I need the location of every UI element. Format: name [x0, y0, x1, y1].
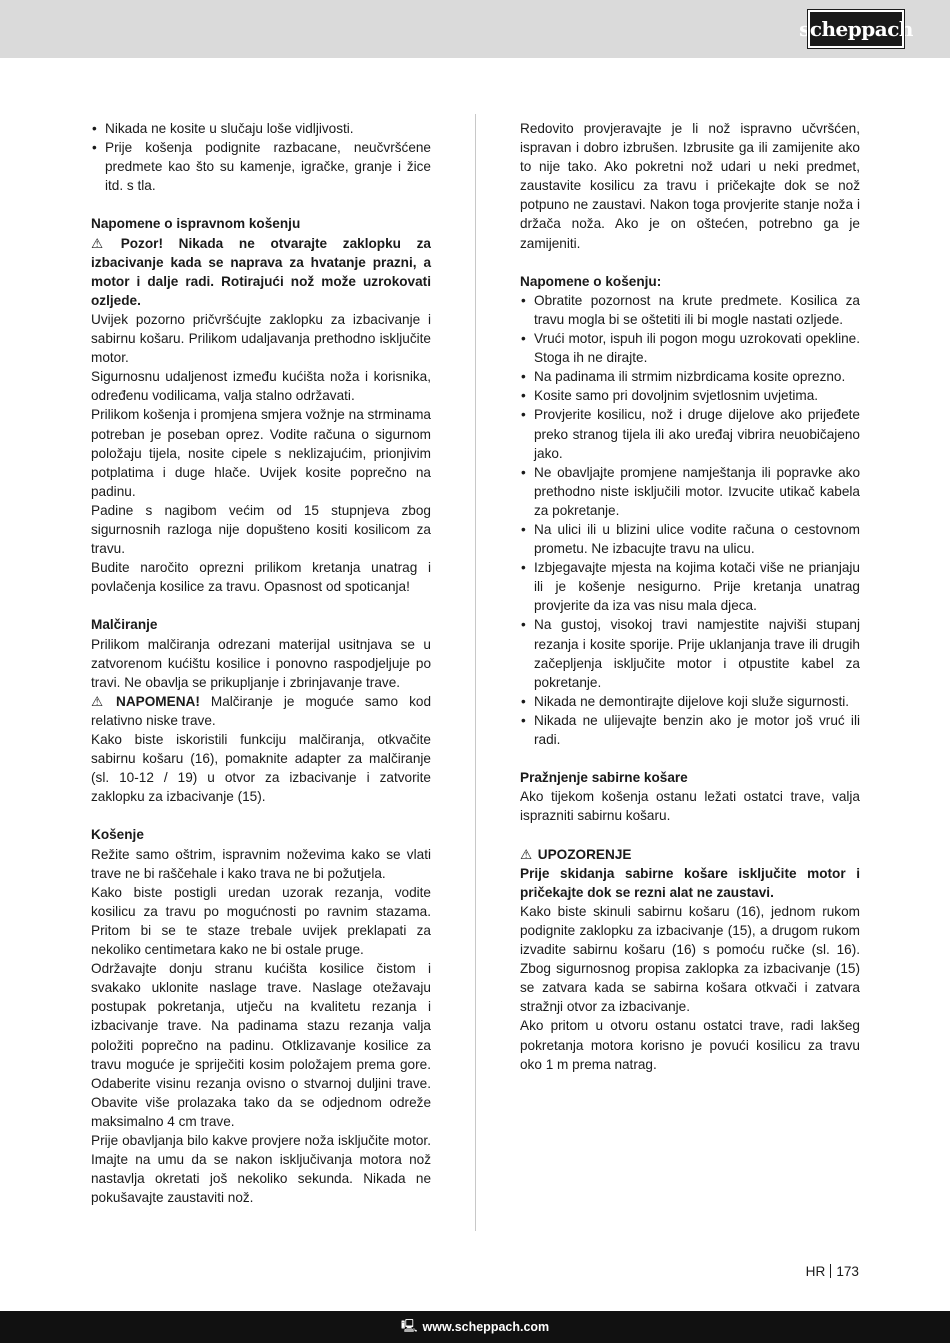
list-item: • Vrući motor, ispuh ili pogon mogu uzrokovati opekline. Stoga ih ne dirajte. — [520, 329, 860, 367]
warning-paragraph — [91, 234, 431, 310]
intro-bullet-list — [91, 119, 431, 195]
paragraph: Režite samo oštrim, ispravnim noževima kako se vlati trave ne bi raščehale i kako trava ne bi požutjela. — [91, 846, 431, 881]
warning-title: UPOZORENJE — [537, 846, 632, 862]
paragraph: Sigurnosnu udaljenost između kućišta noža i korisnika, određenu vodilicama, valja stalno održavati. — [91, 369, 431, 404]
page-separator — [830, 1264, 831, 1278]
paragraph: Padine s nagibom većim od 15 stupnjeva zbog sigurnosnih razloga nije dopušteno kositi kosilicom za travu. — [91, 502, 431, 557]
right-column — [520, 119, 860, 1074]
paragraph: Ako tijekom košenja ostanu ležati ostatci trave, valja isprazniti sabirnu košaru. — [520, 789, 860, 824]
paragraph: Ako pritom u otvoru ostanu ostatci trave, radi lakšeg pokretanja motora korisno je povući kosilicu za travu oko 1 m prema natrag. — [520, 1018, 860, 1072]
computer-icon: 🖳 — [400, 1318, 418, 1333]
section-heading: Košenje — [91, 827, 144, 843]
list-item: • Provjerite kosilicu, nož i druge dijelove ako prijeđete preko stranog tijela ili ako uređaj vibrira neuobičajeno jako. — [520, 405, 860, 462]
list-item: • Nikada ne kosite u slučaju loše vidljivosti. — [91, 119, 431, 138]
paragraph: Uvijek pozorno pričvršćujte zaklopku za izbacivanje i sabirnu košaru. Prilikom udaljavanja prethodno isključite motor. — [91, 311, 431, 366]
note-text: Malčiranje je moguće samo kod relativno niske trave. — [91, 693, 432, 728]
list-item: • Nikada ne ulijevajte benzin ako je motor još vruć ili radi. — [520, 711, 860, 749]
warning-icon: ⚠ — [520, 846, 533, 862]
paragraph: Prilikom košenja i promjena smjera vožnje na strminama potreban je poseban oprez. Vodite računa o sigurnom položaju tijela, nosite cipele s neklizajućim, prionjivim potplatima i duge hlače. Uvijek kosite poprečno na padinu. — [91, 407, 431, 499]
list-item: • Izbjegavajte mjesta na kojima kotači više ne prianjaju ili je košenje nesigurno. Prije kretanja unatrag provjerite da iza vas nisu mala djeca. — [520, 558, 860, 615]
warning-icon: ⚠ — [91, 693, 104, 709]
list-item: • Na padinama ili strmim nizbrdicama kosite oprezno. — [520, 367, 860, 386]
list-item: • Obratite pozornost na krute predmete. Kosilica za travu mogla bi se oštetiti ili bi mogle nastati ozljede. — [520, 291, 860, 329]
brand-logo: scheppach — [808, 10, 904, 48]
paragraph: Prilikom malčiranja odrezani materijal usitnjava se u zatvorenom kućištu kosilice i ponovno raspodjeljuje po travi. Ne obavlja se prikupljanje i zbrinjavanje trave. — [91, 636, 431, 690]
footer-bar — [0, 1311, 950, 1343]
left-column — [91, 119, 431, 1207]
language-code: HR — [805, 1264, 826, 1279]
warning-text: Pozor! Nikada ne otvarajte zaklopku za izbacivanje kada se naprava za hvatanje prazni, a motor i dalje radi. Rotirajući nož može uzrokovati ozljede. — [91, 235, 431, 308]
note-paragraph — [91, 692, 431, 730]
page-number-value: 173 — [836, 1264, 859, 1279]
paragraph: Redovito provjeravajte je li nož ispravno učvršćen, ispravan i dobro izbrušen. Izbrusite ga ili zamijenite ako to nije tako. Ako pokretni nož udari u neki predmet, zaustavite kosilicu za travu i pričekajte dok se nož potpuno ne zaustavi. Nakon toga provjerite stanje noža i držača noža. Ako je on oštećen, potrebno ga je zamijeniti. — [520, 121, 860, 251]
list-item: • Na ulici ili u blizini ulice vodite računa o cestovnom prometu. Ne izbacujte travu na ulicu. — [520, 520, 860, 558]
paragraph: Budite naročito oprezni prilikom kretanja unatrag i povlačenja kosilice za travu. Opasnost od spoticanja! — [91, 560, 431, 595]
list-item: • Na gustoj, visokoj travi namjestite najviši stupanj rezanja i kosite sporije. Prije uklanjanja trave ili drugih začepljenja isključite motor i otpustite kabel za pokretanje. — [520, 615, 860, 691]
paragraph: Kako biste skinuli sabirnu košaru (16), jednom rukom podignite zaklopku za izbacivanje (15), a drugom rukom izvadite sabirnu košaru (16) s pomoću ručke (sl. 16). Zbog sigurnosnog propisa zaklopka za izbacivanje (15) se zatvara kada se sabirna košara otkvači i zatvara stražnji otvor za izbacivanje. — [520, 903, 860, 1015]
section-heading: Malčiranje — [91, 617, 158, 633]
website-link[interactable]: www.scheppach.com — [422, 1320, 550, 1334]
column-divider — [475, 114, 476, 1231]
section-heading: Napomene o ispravnom košenju — [91, 216, 301, 232]
warning-heading — [520, 845, 860, 864]
note-label: NAPOMENA! — [116, 693, 200, 709]
section-heading: Pražnjenje sabirne košare — [520, 770, 688, 786]
paragraph: Kako biste postigli uredan uzorak rezanja, vodite kosilicu za travu po mogućnosti po ravnim stazama. Pritom bi se te staze trebale uvijek preklapati za nekoliko centimetara kako ne bi ostale pruge. — [91, 884, 431, 958]
page-number — [806, 1264, 859, 1279]
paragraph: Prije obavljanja bilo kakve provjere noža isključite motor. Imajte na umu da se nakon isključivanja motora nož nastavlja okretati još nekoliko sekunda. Nikada ne pokušavajte zaustaviti nož. — [91, 1132, 431, 1206]
paragraph: Održavajte donju stranu kućišta kosilice čistom i svakako uklonite naslage trave. Naslage otežavaju postupak pokretanja, utječu na kvalitetu rezanja i izbacivanje trave. Na padinama stazu rezanja valja položiti poprečno na padinu. Otklizavanje kosilice za travu moguće je spriječiti kosim položajem prema gore. Odaberite visinu rezanja ovisno o stvarnoj duljini trave. Obavite više prolazaka tako da se odjednom odreže maksimalno 4 cm trave. — [91, 961, 431, 1129]
list-item: • Nikada ne demontirajte dijelove koji služe sigurnosti. — [520, 692, 860, 711]
header-bar — [0, 0, 950, 58]
mowing-notes-list — [520, 291, 860, 749]
warning-text: Prije skidanja sabirne košare isključite motor i pričekajte dok se rezni alat ne zaustavi. — [520, 865, 860, 900]
paragraph: Kako biste iskoristili funkciju malčiranja, otkvačite sabirnu košaru (16), pomaknite adapter za malčiranje (sl. 10-12 / 19) u otvor za izbacivanje i zatvorite zaklopku za izbacivanje (15). — [91, 732, 431, 805]
list-item: • Prije košenja podignite razbacane, neučvršćene predmete kao što su kamenje, igračke, granje i žice itd. s tla. — [91, 138, 431, 195]
list-item: • Kosite samo pri dovoljnim svjetlosnim uvjetima. — [520, 386, 860, 405]
warning-icon: ⚠ — [91, 235, 104, 251]
list-item: • Ne obavljajte promjene namještanja ili popravke ako prethodno niste isključili motor. Izvucite utikač kabela za pokretanje. — [520, 463, 860, 520]
section-heading: Napomene o košenju: — [520, 273, 662, 289]
